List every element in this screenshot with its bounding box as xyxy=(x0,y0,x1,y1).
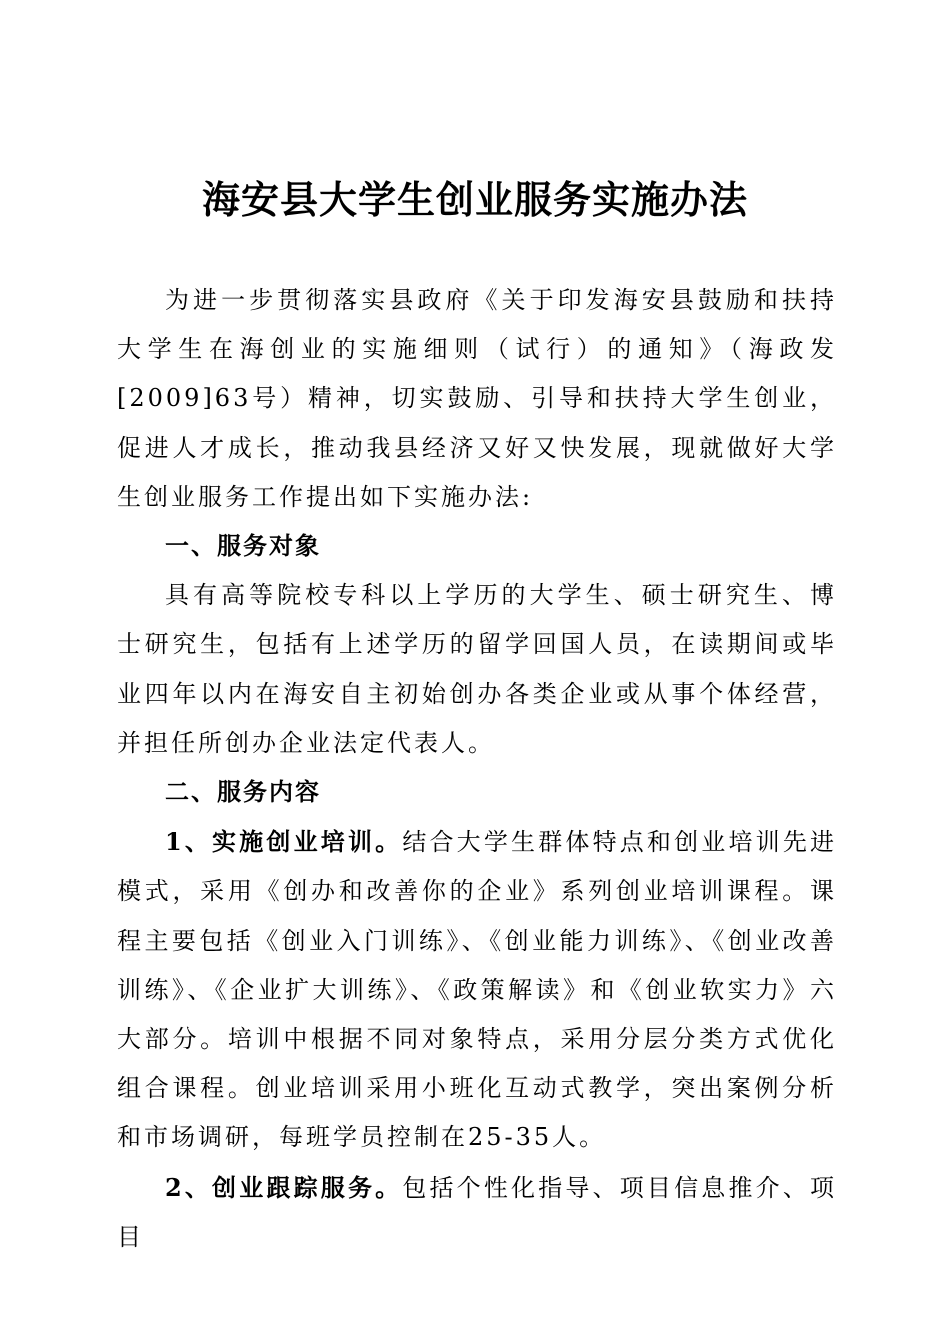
service-target-paragraph: 具有高等院校专科以上学历的大学生、硕士研究生、博士研究生，包括有上述学历的留学回国人员，在读期间或毕业四年以内在海安自主初始创办各类企业或从事个体经营，并担任所创办企业法定代表人。 xyxy=(117,581,837,757)
tracking-paragraph xyxy=(117,1163,837,1262)
intro-paragraph: 为进一步贯彻落实县政府《关于印发海安县鼓励和扶持大学生在海创业的实施细则（试行）的通知》（海政发[2009]63号）精神，切实鼓励、引导和扶持大学生创业，促进人才成长，推动我县经济又好又快发展，现就做好大学生创业服务工作提出如下实施办法: xyxy=(117,286,837,511)
section-heading-service-content: 二、服务内容 xyxy=(165,778,321,807)
section-heading-service-target: 一、服务对象 xyxy=(165,532,321,561)
document-body xyxy=(117,276,837,1262)
tracking-text: 包括个性化指导、项目信息推介、项目 xyxy=(117,1173,837,1251)
document-title: 海安县大学生创业服务实施办法 xyxy=(201,178,748,222)
tracking-lead: 2、创业跟踪服务。 xyxy=(165,1172,403,1202)
training-text: 结合大学生群体特点和创业培训先进模式，采用《创办和改善你的企业》系列创业培训课程。课程主要包括《创业入门训练》、《创业能力训练》、《创业改善训练》、《企业扩大训练》、《政策解读》和《创业软实力》六大部分。培训中根据不同对象特点，采用分层分类方式优化组合课程。创业培训采用小班化互动式教学，突出案例分析和市场调研，每班学员控制在25-35人。 xyxy=(117,828,837,1152)
training-lead: 1、实施创业培训。 xyxy=(165,827,403,857)
training-paragraph xyxy=(117,817,837,1162)
